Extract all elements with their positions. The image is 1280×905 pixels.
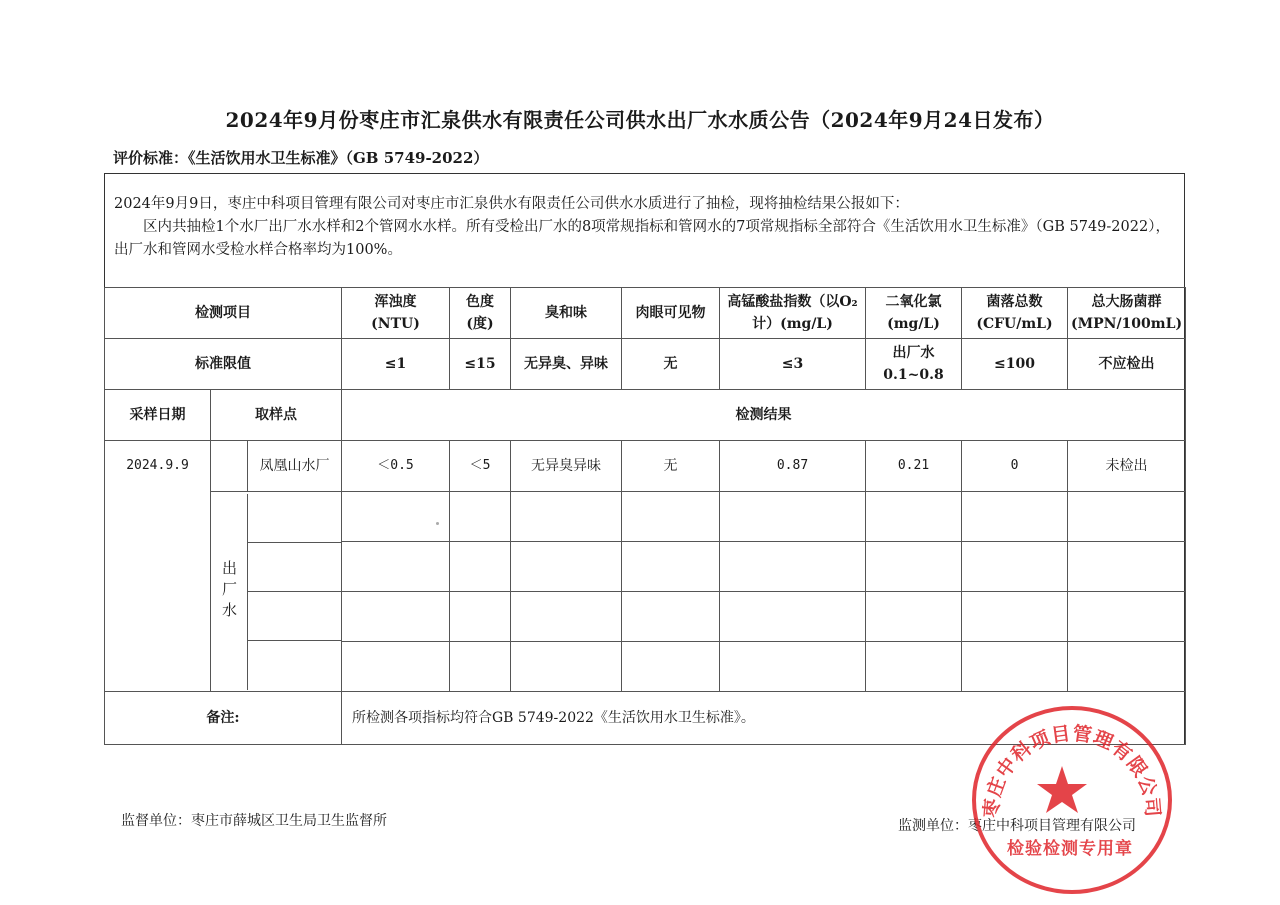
water-quality-table <box>104 287 1186 745</box>
header-color: 色度 (度) <box>450 288 511 339</box>
table-row <box>105 441 1186 492</box>
scan-speck <box>436 522 439 525</box>
empty-cell <box>962 642 1068 692</box>
group-spacer <box>211 441 247 491</box>
row-visible: 无 <box>622 441 720 492</box>
empty-cell <box>342 592 450 642</box>
empty-cell <box>450 492 511 542</box>
svg-text:检验检测专用章: 检验检测专用章 <box>1007 839 1133 859</box>
limit-row <box>105 339 1186 390</box>
empty-cell <box>511 542 622 592</box>
empty-cell <box>511 592 622 642</box>
row-clo2: 0.21 <box>866 441 962 492</box>
empty-cell <box>450 542 511 592</box>
header-coliform: 总大肠菌群 (MPN/100mL) <box>1068 288 1186 339</box>
empty-cell <box>962 592 1068 642</box>
empty-cell <box>962 542 1068 592</box>
empty-cell <box>1068 592 1186 642</box>
note-row <box>105 692 1186 745</box>
limit-kmno4: ≤3 <box>720 339 866 390</box>
limit-colony: ≤100 <box>962 339 1068 390</box>
intro-line-2: 区内共抽检1个水厂出厂水水样和2个管网水水样。所有受检出厂水的8项常规指标和管网水的7项常规指标全部符合《生活饮用水卫生标准》（GB 5749-2022），出厂水和管网水受检水样合格率均为100%。 <box>114 219 1170 258</box>
row-coliform: 未检出 <box>1068 441 1186 492</box>
limit-color: ≤15 <box>450 339 511 390</box>
empty-cell <box>962 492 1068 542</box>
header-row <box>105 288 1186 339</box>
empty-cell <box>866 492 962 542</box>
empty-cell <box>342 542 450 592</box>
subheader-results: 检测结果 <box>342 390 1186 441</box>
supervisor-unit: 监督单位：枣庄市薛城区卫生局卫生监督所 <box>121 813 387 829</box>
row-color: ＜5 <box>450 441 511 492</box>
note-text: 所检测各项指标均符合GB 5749-2022《生活饮用水卫生标准》。 <box>342 692 1186 745</box>
note-label: 备注: <box>105 692 342 745</box>
empty-cell <box>622 542 720 592</box>
intro-text <box>114 193 1176 262</box>
row-turbidity: ＜0.5 <box>342 441 450 492</box>
subheader-date: 采样日期 <box>105 390 211 441</box>
empty-cell <box>342 492 450 542</box>
header-turbidity: 浑浊度 (NTU) <box>342 288 450 339</box>
group-label-wrapper <box>211 494 247 690</box>
empty-cell <box>511 642 622 692</box>
empty-site <box>248 592 341 641</box>
page-title: 2024年9月份枣庄市汇泉供水有限责任公司供水出厂水水质公告（2024年9月24日发布） <box>225 108 1055 132</box>
empty-site-cells <box>247 494 341 690</box>
limit-turbidity: ≤1 <box>342 339 450 390</box>
empty-site <box>248 494 341 543</box>
row-colony: 0 <box>962 441 1068 492</box>
empty-cell <box>866 542 962 592</box>
empty-site <box>248 641 341 689</box>
empty-cell <box>720 492 866 542</box>
empty-cell <box>450 592 511 642</box>
row-site: 凤凰山水厂 <box>247 441 341 491</box>
limit-odor: 无异臭、异味 <box>511 339 622 390</box>
testing-unit: 监测单位：枣庄中科项目管理有限公司 <box>898 818 1136 834</box>
empty-cell <box>622 492 720 542</box>
empty-cell <box>342 642 450 692</box>
limit-coliform: 不应检出 <box>1068 339 1186 390</box>
header-clo2: 二氧化氯 (mg/L) <box>866 288 962 339</box>
empty-cell <box>720 592 866 642</box>
row-odor: 无异臭异味 <box>511 441 622 492</box>
empty-site <box>248 543 341 592</box>
group-cell <box>211 492 342 692</box>
empty-cell <box>720 542 866 592</box>
empty-row <box>105 492 1186 542</box>
subheader-site: 取样点 <box>211 390 342 441</box>
header-odor: 臭和味 <box>511 288 622 339</box>
empty-cell <box>622 642 720 692</box>
empty-cell <box>622 592 720 642</box>
empty-cell <box>1068 642 1186 692</box>
row-kmno4: 0.87 <box>720 441 866 492</box>
empty-cell <box>720 642 866 692</box>
limit-visible: 无 <box>622 339 720 390</box>
intro-line-1: 2024年9月9日，枣庄中科项目管理有限公司对枣庄市汇泉供水有限责任公司供水水质进行了抽检，现将抽检结果公报如下： <box>114 196 909 212</box>
empty-cell <box>1068 542 1186 592</box>
evaluation-standard: 评价标准：《生活饮用水卫生标准》（GB 5749-2022） <box>113 149 489 167</box>
header-colony: 菌落总数 (CFU/mL) <box>962 288 1068 339</box>
empty-cell <box>511 492 622 542</box>
subheader-row <box>105 390 1186 441</box>
empty-cell <box>866 592 962 642</box>
empty-cell <box>1068 492 1186 542</box>
row-date: 2024.9.9 <box>105 441 211 692</box>
group-label: 出厂水 <box>220 560 238 623</box>
empty-cell <box>866 642 962 692</box>
header-item: 检测项目 <box>105 288 342 339</box>
svg-text:枣庄中科项目管理有限公司: 枣庄中科项目管理有限公司 <box>980 722 1164 819</box>
empty-cell <box>450 642 511 692</box>
header-kmno4: 高锰酸盐指数（以O₂计）(mg/L) <box>720 288 866 339</box>
limit-label: 标准限值 <box>105 339 342 390</box>
limit-clo2: 出厂水 0.1~0.8 <box>866 339 962 390</box>
header-visible: 肉眼可见物 <box>622 288 720 339</box>
site-cell-wrapper <box>211 441 342 492</box>
